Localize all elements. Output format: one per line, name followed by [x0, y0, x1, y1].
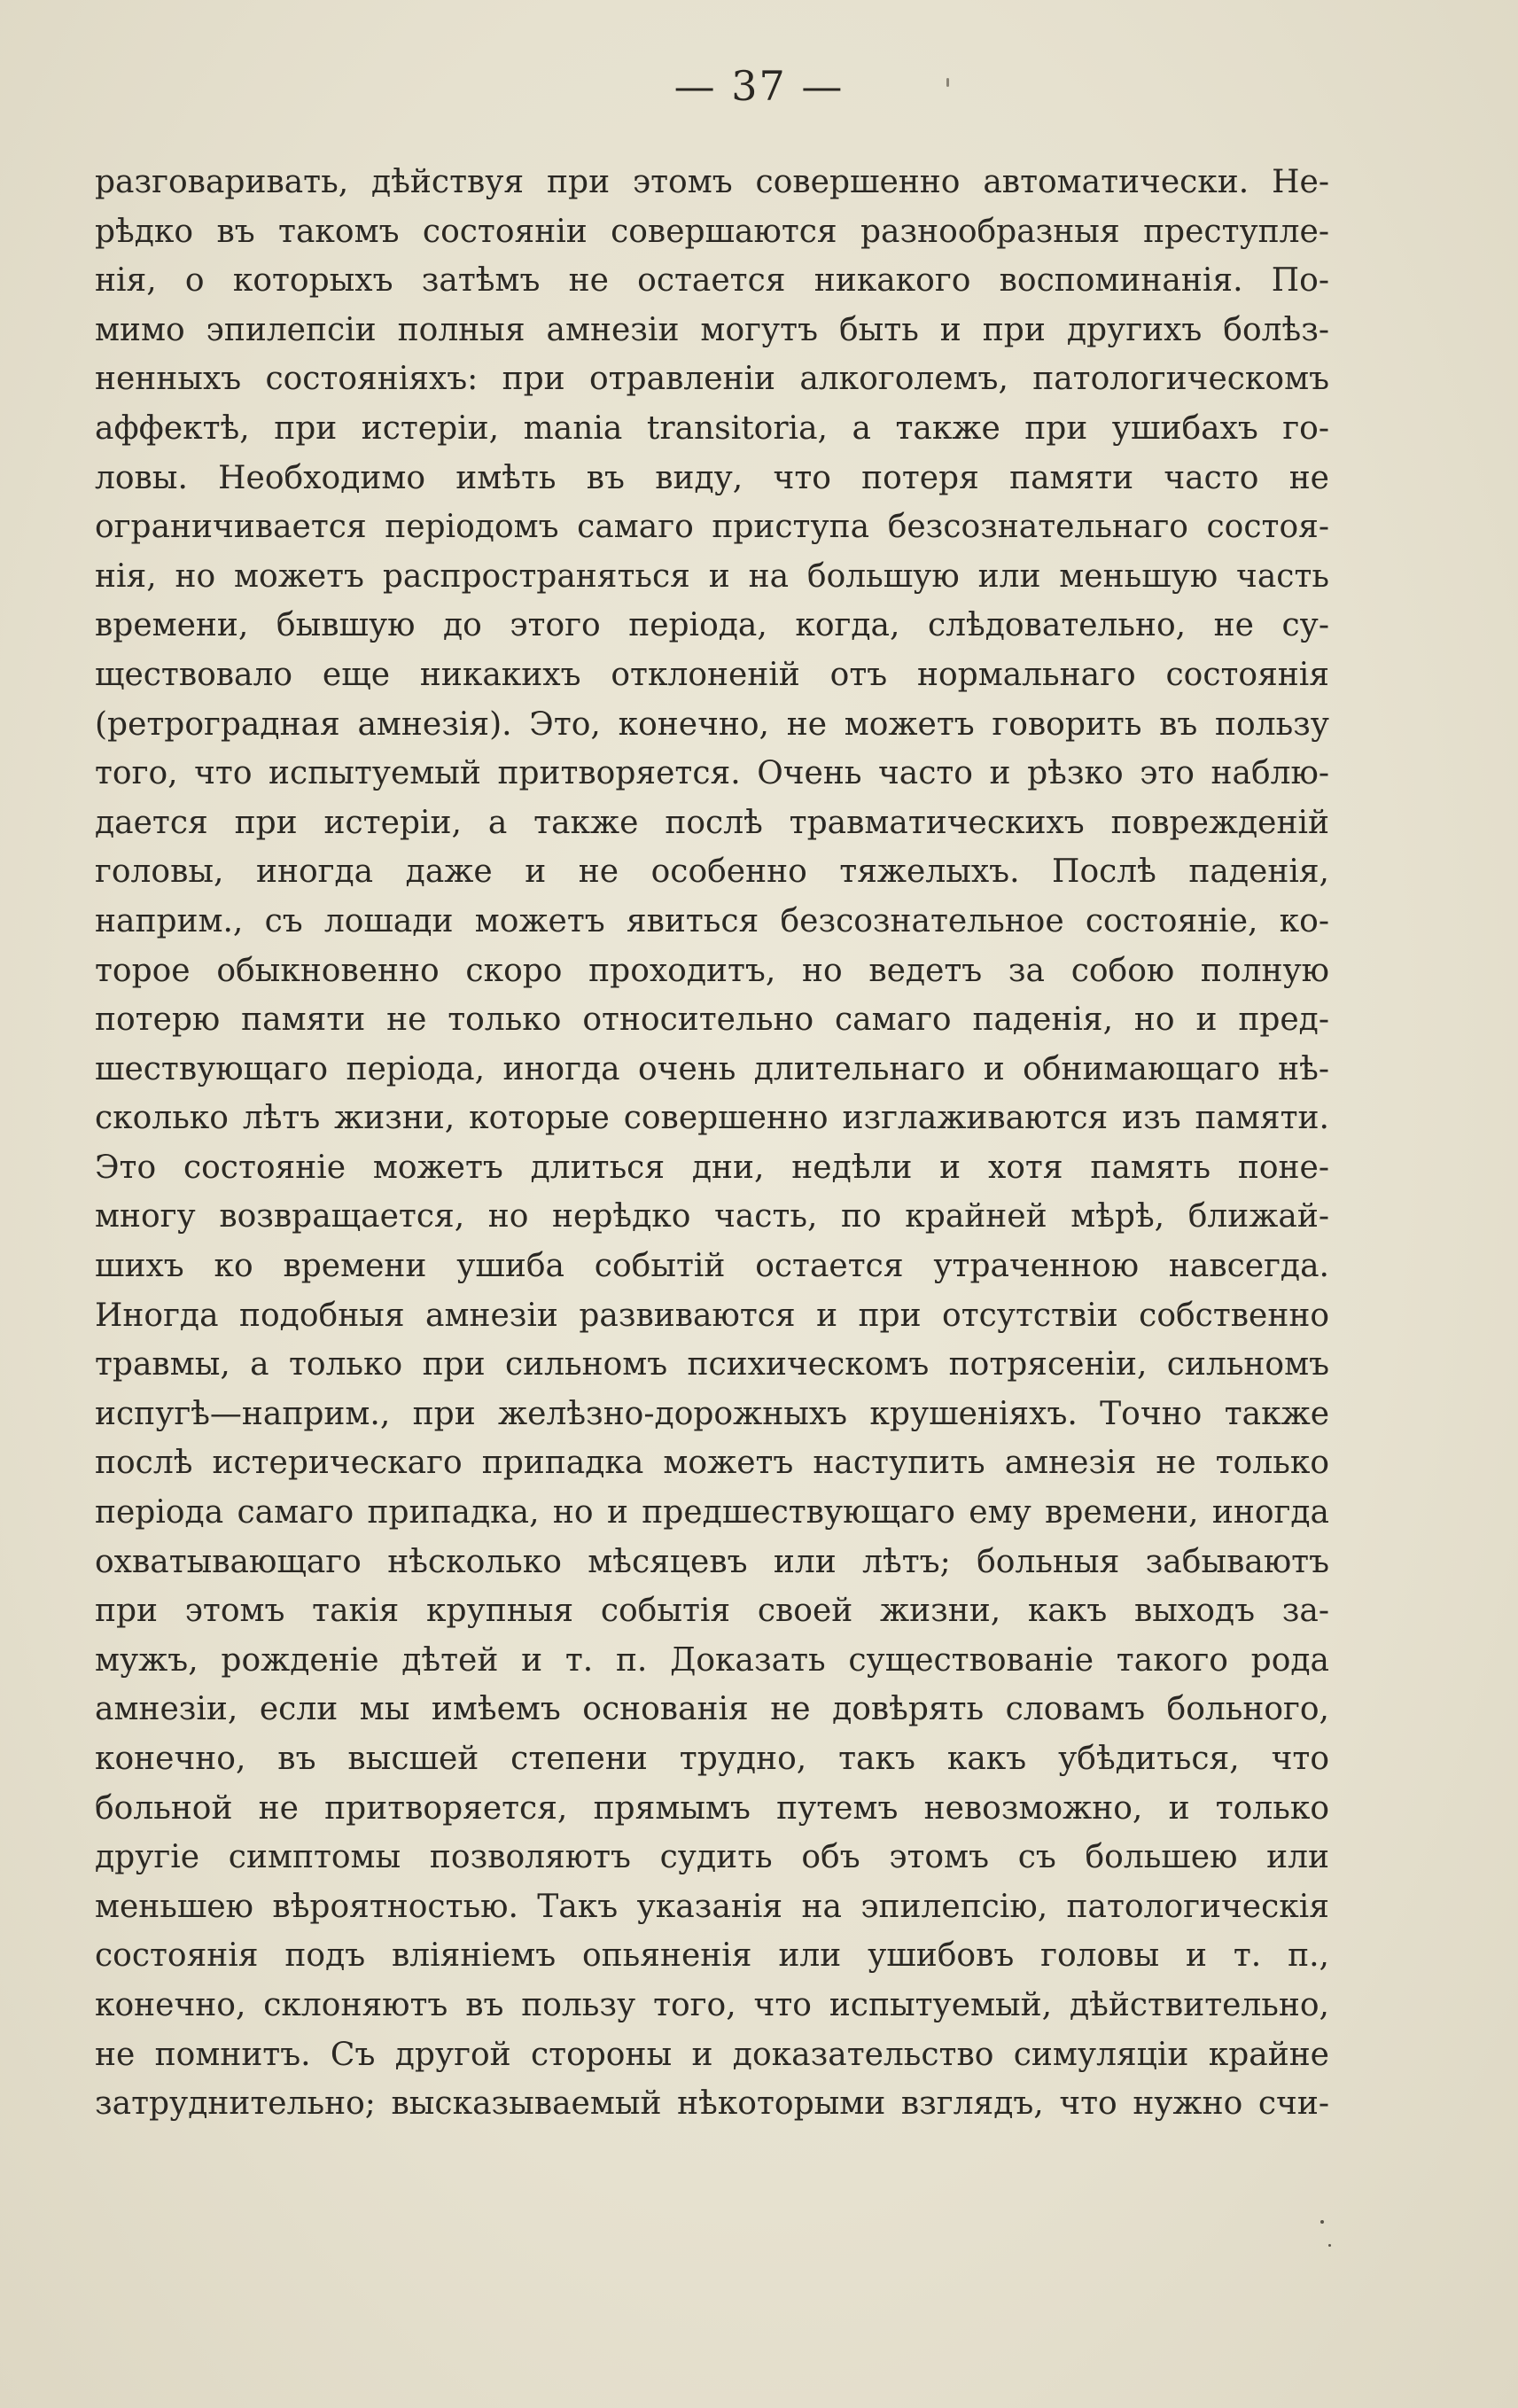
text-line: больной не притворяется, прямымъ путемъ невозможно, и только — [95, 1789, 1329, 1827]
text-line: перiода самаго припадка, но и предшествующаго ему времени, иногда — [95, 1494, 1329, 1531]
text-line: ненныхъ состоянiяхъ: при отравленiи алкоголемъ, патологическомъ — [95, 361, 1329, 398]
text-line: Иногда подобныя амнезiи развиваются и при отсутствiи собственно — [95, 1297, 1329, 1334]
text-line: торое обыкновенно скоро проходитъ, но ведетъ за собою полную — [95, 952, 1329, 989]
paper-speck — [1328, 2244, 1331, 2247]
text-line: сколько лѣтъ жизни, которые совершенно изглаживаются изъ памяти. — [95, 1100, 1329, 1137]
paper-speck — [946, 78, 949, 87]
text-line: мужъ, рожденiе дѣтей и т. п. Доказать существованiе такого рода — [95, 1641, 1329, 1679]
text-line: меньшею вѣроятностью. Такъ указанiя на эпилепсiю, патологическiя — [95, 1888, 1329, 1925]
text-line: шихъ ко времени ушиба событiй остается утраченною навсегда. — [95, 1248, 1329, 1285]
text-line: конечно, склоняютъ въ пользу того, что испытуемый, дѣйствительно, — [95, 1986, 1329, 2023]
text-line: ограничивается перiодомъ самаго приступа безсознательнаго состоя- — [95, 509, 1329, 546]
text-line: времени, бывшую до этого перiода, когда, слѣдовательно, не су- — [95, 607, 1329, 644]
text-line: затруднительно; высказываемый нѣкоторыми взглядъ, что нужно счи- — [95, 2085, 1329, 2123]
text-line: многу возвращается, но нерѣдко часть, по крайней мѣрѣ, ближай- — [95, 1198, 1329, 1235]
text-line: охватывающаго нѣсколько мѣсяцевъ или лѣтъ; больныя забываютъ — [95, 1543, 1329, 1580]
text-line: рѣдко въ такомъ состоянiи совершаются разнообразныя преступле- — [95, 213, 1329, 250]
text-line: разговаривать, дѣйствуя при этомъ совершенно автоматически. Не- — [95, 164, 1329, 200]
text-line: дается при истерiи, а также послѣ травматическихъ поврежденiй — [95, 804, 1329, 841]
text-line: Это состоянiе можетъ длиться дни, недѣли и хотя память поне- — [95, 1149, 1329, 1186]
text-line: при этомъ такiя крупныя событiя своей жизни, какъ выходъ за- — [95, 1593, 1329, 1630]
page-number: — 37 — — [673, 62, 845, 110]
text-line: амнезiи, если мы имѣемъ основанiя не довѣрять словамъ больного, — [95, 1691, 1329, 1728]
text-line: не помнитъ. Съ другой стороны и доказательство симуляцiи крайне — [95, 2036, 1329, 2073]
text-line: аффектѣ, при истерiи, mania transitoria, а также при ушибахъ го- — [95, 409, 1329, 447]
body-text — [95, 158, 1329, 2129]
text-line: наприм., съ лошади можетъ явиться безсознательное состоянiе, ко- — [95, 902, 1329, 939]
paper-speck — [1320, 2220, 1324, 2224]
text-line: нiя, но можетъ распространяться и на большую или меньшую часть — [95, 557, 1329, 595]
text-line: ществовало еще никакихъ отклоненiй отъ нормальнаго состоянiя — [95, 656, 1329, 693]
text-line: шествующаго перiода, иногда очень длительнаго и обнимающаго нѣ- — [95, 1050, 1329, 1087]
text-line: другiе симптомы позволяютъ судить объ этомъ съ большею или — [95, 1839, 1329, 1876]
text-line: испугѣ—наприм., при желѣзно-дорожныхъ крушенiяхъ. Точно также — [95, 1395, 1329, 1432]
text-line: нiя, о которыхъ затѣмъ не остается никакого воспоминанiя. По- — [95, 262, 1329, 300]
text-line: травмы, а только при сильномъ психическомъ потрясенiи, сильномъ — [95, 1346, 1329, 1383]
text-line: конечно, въ высшей степени трудно, такъ какъ убѣдиться, что — [95, 1741, 1329, 1777]
text-line: состоянiя подъ влiянiемъ опьяненiя или ушибовъ головы и т. п., — [95, 1937, 1329, 1975]
text-line: потерю памяти не только относительно самаго паденiя, но и пред- — [95, 1001, 1329, 1039]
text-line: (ретроградная амнезiя). Это, конечно, не можетъ говорить въ пользу — [95, 705, 1329, 743]
text-line: головы, иногда даже и не особенно тяжелыхъ. Послѣ паденiя, — [95, 853, 1329, 891]
text-line: послѣ истерическаго припадка можетъ наступить амнезiя не только — [95, 1445, 1329, 1482]
text-line: ловы. Необходимо имѣть въ виду, что потеря памяти часто не — [95, 459, 1329, 496]
text-line: того, что испытуемый притворяется. Очень часто и рѣзко это наблю- — [95, 755, 1329, 792]
text-line: мимо эпилепсiи полныя амнезiи могутъ быть и при другихъ болѣз- — [95, 311, 1329, 348]
